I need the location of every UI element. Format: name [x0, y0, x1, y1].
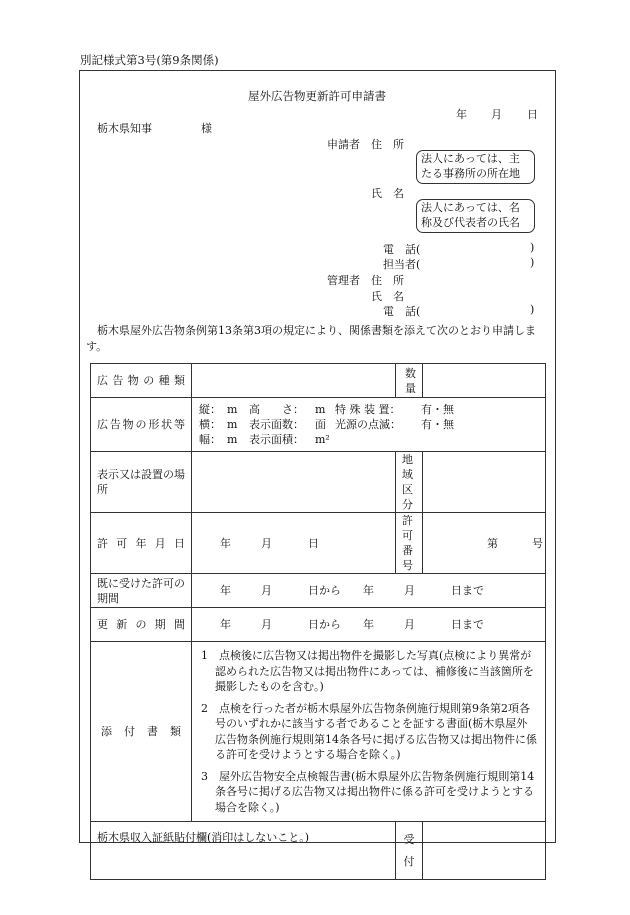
shape-line-2: 横： m 表示面数： 面 光源の点滅： 有・無 [199, 418, 454, 431]
attach-item-1: 1 点検後に広告物又は掲出物件を撮影した写真(点検により異常が認められた広告物又は掲出物件にあっては、補修後に当該箇所を撮影したものを含む。) [201, 649, 534, 693]
applicant-phone-label: 電 話( [383, 243, 421, 256]
manager-name-label: 氏 名 [371, 290, 404, 303]
quantity-label: 数 量 [396, 364, 423, 398]
shape-label: 広告物の形状等 [91, 398, 192, 452]
applicant-contact-label: 担当者( [383, 258, 421, 271]
prev-period-label: 既に受けた許可の期間 [91, 574, 192, 608]
quantity-value-cell[interactable] [423, 364, 546, 398]
attach-label: 添付書類 [91, 642, 192, 822]
attach-item-3: 3 屋外広告物安全点検報告書(栃木県屋外広告物条例施行規則第14条各号に掲げる広告物又は掲出物件に係る許可を受けようとする場合を除く。) [201, 769, 535, 814]
attach-items [192, 642, 546, 822]
type-label: 広告物の種類 [91, 364, 192, 398]
location-label: 表示又は設置の場所 [91, 452, 192, 513]
permit-date-label: 許可年月日 [91, 513, 192, 574]
manager-address-label: 住 所 [371, 274, 404, 287]
applicant-name-note: 法人にあっては、名 称及び代表者の氏名 [421, 201, 520, 229]
type-value-cell[interactable] [192, 364, 396, 398]
permit-no-label: 許可番号 [396, 513, 423, 574]
applicant-address-label: 住 所 [371, 138, 404, 151]
area-value-cell[interactable] [423, 452, 546, 513]
stamp-area: 栃木県収入証紙貼付欄(消印はしないこと。) [91, 822, 396, 880]
date-day: 日 [527, 108, 538, 121]
manager-phone-close: ) [530, 303, 535, 316]
permit-date-value[interactable]: 年 月 日 [192, 513, 396, 574]
addressee: 栃木県知事 [97, 122, 152, 135]
manager-role: 管理者 [327, 274, 360, 287]
prev-period-value[interactable]: 年 月 日から 年 月 日まで [192, 574, 546, 608]
applicant-address-note: 法人にあっては、主 たる事務所の所在地 [421, 152, 520, 180]
shape-detail-cell[interactable] [192, 398, 546, 452]
shape-line-3: 幅： m 表示面積： m² [199, 433, 330, 446]
date-year: 年 [456, 108, 467, 121]
receipt-label: 受 付 [396, 822, 423, 880]
applicant-name-label: 氏 名 [371, 187, 404, 200]
applicant-role: 申請者 [327, 138, 360, 151]
area-label: 地域区分 [396, 452, 423, 513]
renew-period-value[interactable]: 年 月 日から 年 月 日まで [192, 608, 546, 642]
shape-line-1: 縦： m 高 さ： m 特 殊 装 置： 有・無 [199, 403, 454, 416]
manager-phone-label: 電 話( [383, 305, 421, 318]
location-value-cell[interactable] [192, 452, 396, 513]
receipt-value-cell[interactable] [423, 822, 546, 880]
applicant-phone-close: ) [530, 241, 535, 254]
attach-item-2: 2 点検を行った者が栃木県屋外広告物条例施行規則第9条第2項各号のいずれかに該当する者であることを証する書面(栃木県屋外広告物条例施行規則第14条各号に掲げる広告物又は掲出物件に係る許可を受けようとする場合を除く。) [201, 701, 537, 761]
date-month: 月 [491, 108, 502, 121]
form-label: 別記様式第3号(第9条関係) [80, 53, 219, 67]
application-table [90, 363, 546, 880]
permit-no-value[interactable]: 第 号 [423, 513, 546, 574]
renew-period-label: 更新の期間 [91, 608, 192, 642]
application-statement: 栃木県屋外広告物条例第13条第3項の規定により、関係書類を添えて次のとおり申請します。 [86, 324, 536, 353]
honorific: 様 [201, 122, 212, 135]
applicant-contact-close: ) [530, 256, 535, 269]
form-title: 屋外広告物更新許可申請書 [248, 89, 386, 103]
